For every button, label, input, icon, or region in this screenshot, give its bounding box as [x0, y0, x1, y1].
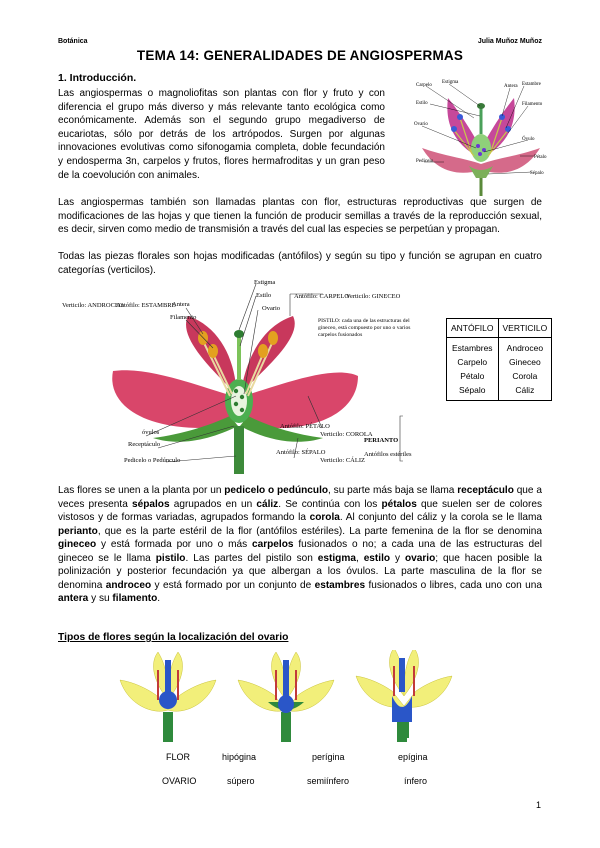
bold-term: estambres — [314, 579, 366, 591]
header-subject: Botánica — [58, 38, 88, 45]
text-run: agrupados en un — [169, 498, 257, 510]
bold-term: filamento — [112, 593, 158, 604]
row-label-flor: FLOR — [166, 752, 191, 762]
label-perianto: PERIANTO — [364, 437, 399, 444]
table-cell-verticilos: Androceo Gineceo Corola Cáliz — [498, 338, 552, 401]
text-run: y — [390, 552, 405, 564]
label-pistilo-note: PISTILO: cada una de las estructuras del gineceo, está compuesto por uno o varios carpelos fusionados — [318, 318, 411, 338]
flower-parts-diagram — [58, 276, 438, 476]
bold-term: carpelos — [251, 539, 294, 550]
label-filamento: Filamento — [170, 314, 197, 321]
text-run: fusionados o no; a cada una de las estructuras del gineceo se le llama — [58, 539, 543, 564]
section-heading: 1. Introducción. — [58, 72, 137, 84]
anther — [208, 344, 218, 358]
bold-term: pétalos — [381, 498, 417, 510]
text-run: fusionados o libres, cada uno con una — [365, 579, 542, 591]
bold-term: cáliz — [256, 498, 279, 510]
flower-description-paragraph — [58, 484, 542, 606]
label-antofilo-carpelo: Antófilo: CARPELO — [294, 293, 350, 300]
bold-term: sépalos — [131, 498, 170, 510]
anther — [268, 331, 278, 345]
petal-right — [243, 373, 358, 429]
bold-term: pedicelo o pedúnculo — [224, 485, 329, 496]
label-ovario: Ovario — [262, 305, 281, 312]
label-antofilo-sepalo: Antófilo: SÉPALO — [276, 449, 326, 456]
small-flower-label: Óvulo — [522, 137, 535, 142]
intro-paragraph-3: Todas las piezas florales son hojas modificadas (antófilos) y según su tipo y función se agrupan en cuatro categorías (verticilos). — [58, 251, 542, 276]
text-run: ; que hacen posible la polinización y posterior fecundación ya que albergan a los óvulos. La parte masculina de la flor se denomina — [58, 552, 543, 591]
label-verticilo-caliz: Verticilo: CÁLIZ — [320, 457, 365, 464]
label-antofilo-estambre: Antófilo: ESTAMBRE — [116, 302, 176, 309]
small-flower-label: Estilo — [416, 101, 428, 106]
pedicel — [234, 426, 244, 474]
small-flower-label: Pétalo — [534, 155, 547, 160]
tipo-flor-perigina: perígina — [312, 752, 345, 762]
stigma — [234, 330, 244, 338]
flower-hipogina — [120, 652, 216, 742]
bold-term: estilo — [363, 552, 391, 564]
text-run: . Se continúa con los — [278, 498, 382, 510]
small-flower-label: Filamento — [522, 102, 543, 107]
label-ovulos: óvulos — [142, 429, 160, 436]
text-run: y está formada por uno o más — [96, 539, 252, 550]
intro-paragraph-1: Las angiospermas o magnoliofitas son plantas con flor y fruto y con diferencia el grupo más diverso y más relevante tanto ecológica como económicamente. Además son el segundo grupo megadiverso de eucariotas, sólo por detrás de los artrópodos. Surgen por algunas innovaciones evolutivas como sifonogamia completa, doble fecundación y endosperma 3n, carpelos y frutos, flores hermafroditas y un gran peso de la coevolución con animales. — [58, 88, 385, 181]
bold-term: estigma — [317, 552, 356, 564]
tipos-heading: Tipos de flores según la localización del ovario — [58, 632, 289, 643]
text-run: . — [157, 593, 161, 604]
bold-term: perianto — [58, 525, 98, 537]
row-label-ovario: OVARIO — [162, 776, 197, 786]
label-estilo: Estilo — [256, 292, 272, 299]
table-header: ANTÓFILO — [447, 319, 499, 338]
style — [237, 336, 241, 380]
intro-paragraph-2: Las angiospermas también son llamadas plantas con flor, estructuras reproductivas que surgen de modificaciones de las hojas y que tienen la función de producir semillas a través de la reproducción sexual, es decir, sirven como medio de transmisión a través del cual las especies se perpetúan y propagan. — [58, 197, 542, 236]
bold-term: pistilo — [155, 552, 186, 564]
text-run: que suelen ser de colores vistosos y de formas variadas, agrupados formando la — [58, 498, 542, 523]
small-flower-label: Estigma — [442, 80, 459, 85]
small-flower-label: Estambre — [522, 82, 541, 87]
text-run: , — [355, 552, 364, 564]
tipo-ovario-supero: súpero — [227, 776, 255, 786]
text-run: que a veces presenta — [58, 485, 542, 510]
ovary-types-diagram — [118, 650, 458, 742]
tipo-flor-hipogina: hipógina — [222, 752, 257, 762]
text-run: Las flores se unen a la planta por un — [58, 485, 225, 496]
text-run: , su parte más baja se llama — [328, 485, 458, 496]
anther — [258, 344, 268, 358]
bold-term: corola — [309, 512, 340, 523]
bold-term: ovario — [404, 552, 436, 564]
label-verticilo-gineceo: Verticilo: GINECEO — [346, 293, 401, 300]
small-flower-label: Sépalo — [530, 171, 544, 176]
tipo-ovario-infero: ínfero — [404, 776, 428, 786]
petal-left — [112, 370, 233, 428]
label-verticilo-androceo: Verticilo: ANDROCEO — [62, 302, 124, 309]
table-cell-antofilos: Estambres Carpelo Pétalo Sépalo — [447, 338, 499, 401]
label-antera: Antera — [172, 301, 190, 308]
flower-perigina — [238, 652, 334, 742]
text-run: . Al conjunto del cáliz y la corola se le llama — [339, 512, 542, 523]
text-run: . Las partes del pistilo son — [185, 552, 318, 564]
header-author: Julia Muñoz Muñoz — [477, 38, 542, 45]
label-verticilo-corola: Verticilo: COROLA — [320, 431, 373, 438]
label-estigma: Estigma — [254, 279, 276, 286]
text-run: y está formado por un conjunto de — [151, 579, 315, 591]
small-flower-label: Antera — [504, 84, 518, 89]
label-receptaculo: Receptáculo — [128, 441, 161, 448]
bold-term: androceo — [105, 579, 152, 591]
page-number: 1 — [536, 800, 542, 810]
text-run: y su — [88, 593, 113, 604]
small-flower-label: Ovario — [414, 122, 428, 127]
small-flower-diagram — [414, 78, 548, 196]
bold-term: gineceo — [58, 539, 97, 550]
flower-epigina — [356, 650, 452, 742]
label-antofilos-esteriles: Antófilos estériles — [364, 451, 412, 458]
label-antofilo-petalo: Antófilo: PÉTALO — [280, 423, 330, 430]
bold-term: receptáculo — [457, 485, 514, 496]
antofilo-verticilo-table — [446, 318, 552, 401]
table-header: VERTICILO — [498, 319, 552, 338]
small-flower-label: Pedicelo — [416, 159, 434, 164]
tipo-ovario-semiinfero: semiínfero — [307, 776, 350, 786]
text-run: , que es la parte estéril de la flor (antófilos estériles). La parte femenina de la flor se denomina — [97, 525, 542, 537]
small-flower-label: Carpelo — [416, 83, 432, 88]
label-pedicelo: Pedicelo o Pedúnculo — [124, 457, 181, 464]
page-title: TEMA 14: GENERALIDADES DE ANGIOSPERMAS — [136, 48, 464, 63]
bold-term: antera — [58, 593, 89, 604]
tipo-flor-epigina: epígina — [398, 752, 428, 762]
